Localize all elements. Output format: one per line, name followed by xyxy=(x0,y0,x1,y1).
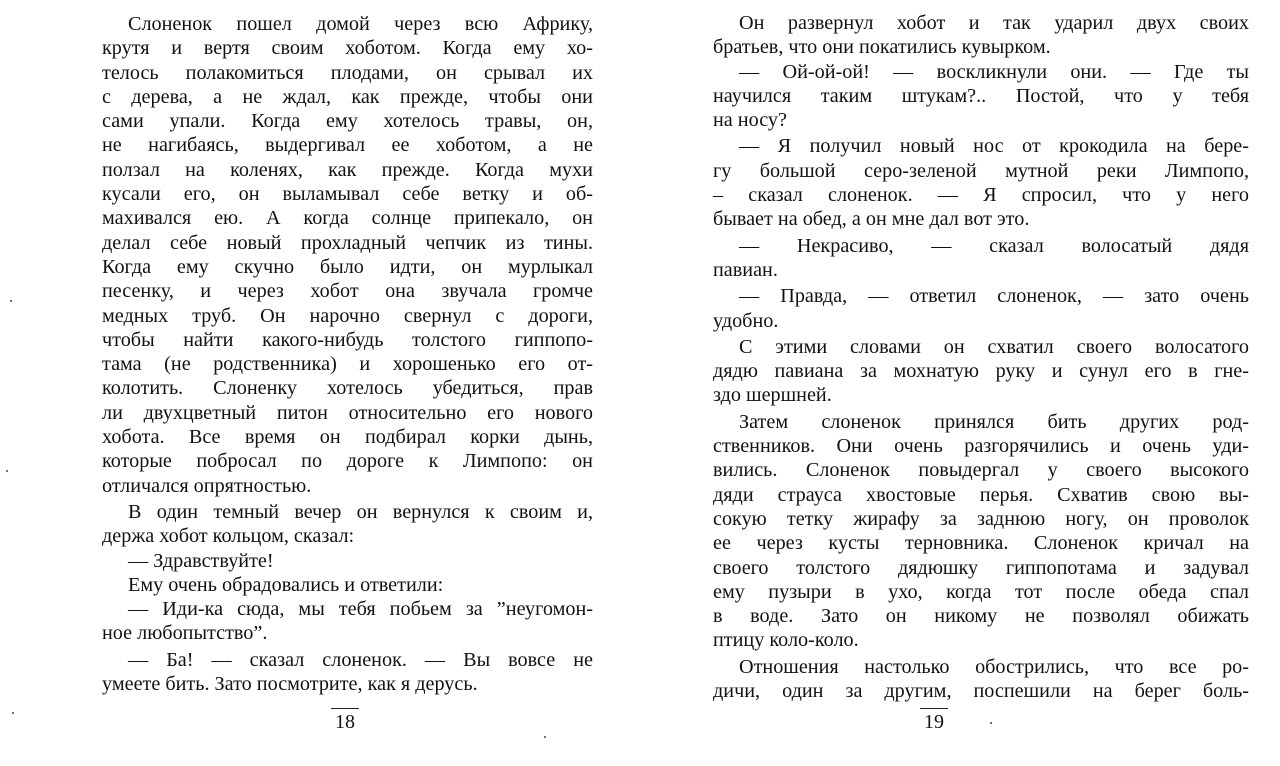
text-line: дядю павиана за мохнатую руку и сунул его в гне- xyxy=(713,360,1249,383)
text-line: махивался ею. А когда солнце припекало, он xyxy=(102,207,593,230)
text-line: Он развернул хобот и так ударил двух своих xyxy=(739,12,1249,34)
text-line: медных труб. Он нарочно свернул с дороги, xyxy=(102,304,593,327)
text-line: держа хобот кольцом, сказал: xyxy=(102,525,355,548)
text-line: сами упали. Когда ему хотелось травы, он, xyxy=(102,110,593,133)
text-line: ли двухцветный питон относительно его нового xyxy=(102,401,593,424)
text-line: ственников. Они очень разгорячились и очень уди- xyxy=(713,435,1249,458)
text-line: сокую тетку жирафу за заднюю ногу, он проволок xyxy=(713,507,1249,530)
text-line: — Ба! — сказал слоненок. — Вы вовсе не xyxy=(128,648,593,671)
page-number: 18 xyxy=(315,710,375,734)
text-line: — Я получил новый нос от крокодила на бере- xyxy=(739,135,1249,158)
text-line: своего толстого дядюшку гиппопотама и задувал xyxy=(713,556,1249,579)
text-line: отличался опрятностью. xyxy=(102,474,312,497)
text-line: удобно. xyxy=(713,309,779,332)
scan-speck xyxy=(10,300,12,302)
text-line: ное любопытство”. xyxy=(102,622,268,645)
text-line: — Правда, — ответил слоненок, — зато очень xyxy=(739,285,1249,308)
page-number: 19 xyxy=(904,710,964,734)
text-line: — Иди-ка сюда, мы тебя побьем за ”неугомон- xyxy=(128,598,593,621)
text-line: на носу? xyxy=(713,109,787,132)
text-line: с дерева, а не ждал, как прежде, чтобы они xyxy=(102,85,593,108)
text-line: — Здравствуйте! xyxy=(128,549,274,572)
scan-speck xyxy=(6,470,8,472)
scan-speck xyxy=(12,712,14,714)
text-line: Отношения настолько обострились, что все ро- xyxy=(739,655,1249,678)
text-line: ему пузыри в ухо, когда тот после обеда спал xyxy=(713,580,1249,603)
text-line: ползал на коленях, как прежде. Когда мухи xyxy=(102,158,593,181)
text-line: В один темный вечер он вернулся к своим и, xyxy=(128,500,593,523)
text-line: — Некрасиво, — сказал волосатый дядя xyxy=(739,234,1249,257)
text-line: которые побросал по дороге к Лимпопо: он xyxy=(102,450,593,473)
text-line: павиан. xyxy=(713,258,778,281)
left-page-text xyxy=(102,12,593,696)
text-line: вились. Слоненок повыдергал у своего высокого xyxy=(713,459,1249,482)
text-line: гу большой серо-зеленой мутной реки Лимпопо, xyxy=(713,159,1249,182)
text-line: Затем слоненок принялся бить других род- xyxy=(739,410,1249,433)
text-line: – сказал слоненок. — Я спросил, что у него xyxy=(713,184,1249,207)
right-page xyxy=(640,0,1280,766)
text-line: дяди страуса хвостовые перья. Схватив свою вы- xyxy=(713,483,1249,506)
text-line: птицу коло-коло. xyxy=(713,629,859,652)
text-line: в воде. Зато он никому не позволял обижать xyxy=(713,605,1249,628)
text-line: С этими словами он схватил своего волосатого xyxy=(739,335,1249,358)
text-line: Ему очень обрадовались и ответили: xyxy=(128,573,444,596)
text-line: Слоненок пошел домой через всю Африку, xyxy=(128,13,593,35)
text-line: песенку, и через хобот она звучала громче xyxy=(102,280,593,303)
scan-speck xyxy=(544,736,546,738)
right-page-text xyxy=(713,11,1249,703)
text-line: дичи, один за другим, поспешили на берег боль- xyxy=(713,680,1249,703)
text-line: ее через кусты терновника. Слоненок кричал на xyxy=(713,532,1249,555)
text-line: Когда ему скучно было идти, он мурлыкал xyxy=(102,255,593,278)
text-line: не нагибаясь, выдергивал ее хоботом, а не xyxy=(102,134,593,157)
text-line: тама (не родственника) и хорошенько его от- xyxy=(102,353,593,376)
text-line: братьев, что они покатились кувырком. xyxy=(713,36,1051,59)
text-line: — Ой-ой-ой! — воскликнули они. — Где ты xyxy=(739,60,1249,83)
text-line: здо шершней. xyxy=(713,384,832,407)
text-line: бывает на обед, а он мне дал вот это. xyxy=(713,208,1030,231)
text-line: научился таким штукам?.. Постой, что у тебя xyxy=(713,84,1249,107)
text-line: чтобы найти какого-нибудь толстого гиппопо- xyxy=(102,328,593,351)
text-line: кусали его, он выламывал себе ветку и об- xyxy=(102,183,593,206)
text-line: умеете бить. Зато посмотрите, как я дерусь. xyxy=(102,673,478,696)
text-line: телось полакомиться плодами, он срывал их xyxy=(102,61,593,84)
text-line: делал себе новый прохладный чепчик из тины. xyxy=(102,231,593,254)
text-line: крутя и вертя своим хоботом. Когда ему хо- xyxy=(102,37,593,60)
text-line: хобота. Все время он подбирал корки дынь, xyxy=(102,426,593,449)
text-line: колотить. Слоненку хотелось убедиться, прав xyxy=(102,377,593,400)
scan-speck xyxy=(990,722,992,724)
